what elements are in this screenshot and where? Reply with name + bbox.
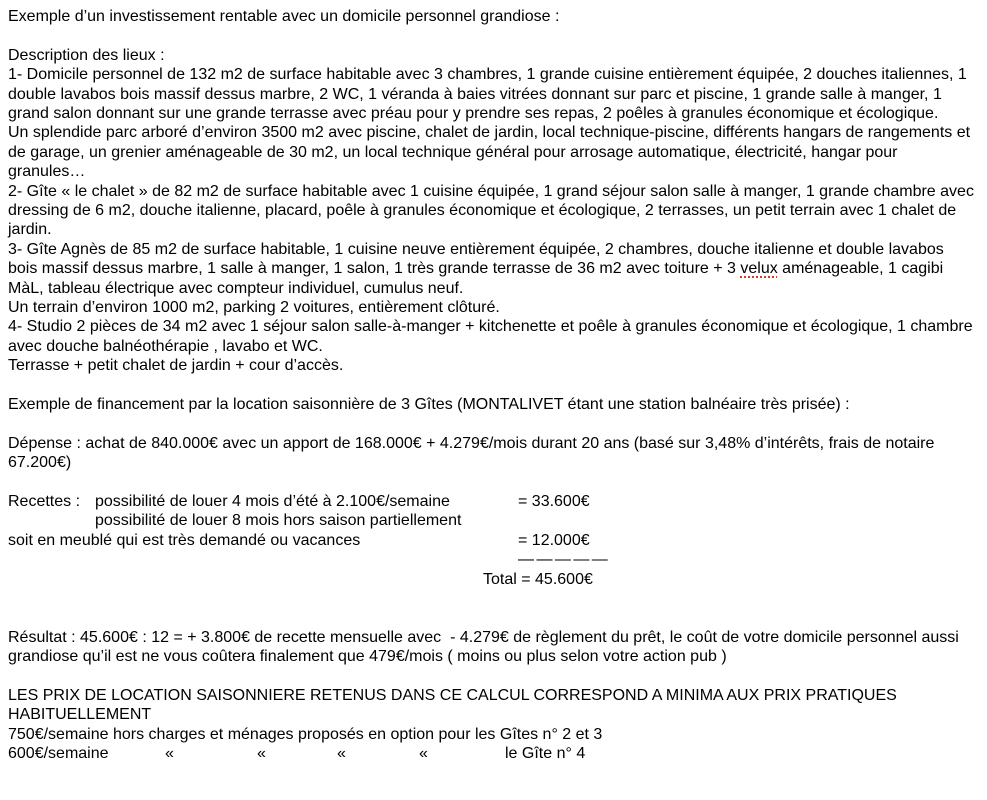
ditto-mark-1: « [165,745,174,763]
pricing-600-suffix: le Gîte n° 4 [505,745,586,763]
recettes-row-2 [8,511,979,530]
recettes-amount2: = 12.000€ [518,531,590,549]
sum-separator-dashes: — — — — — [518,551,607,569]
description-heading: Description des lieux : [8,46,165,64]
blank-line [8,667,979,686]
blank-line [8,473,979,492]
pricing-line-600 [8,744,979,763]
blank-line [8,376,979,395]
blank-line [8,26,979,45]
depense-line: Dépense : achat de 840.000€ avec un apport de 168.000€ + 4.279€/mois durant 20 ans (basé sur 3,48% d’intérêts, frais de notaire 67.200€) [8,434,939,472]
recettes-amount1: = 33.600€ [518,493,590,511]
description-terrain: Un terrain d’environ 1000 m2, parking 2 voitures, entièrement clôturé. [8,299,500,317]
ditto-mark-3: « [337,745,346,763]
description-parc: Un splendide parc arboré d’environ 3500 m2 avec piscine, chalet de jardin, local technique-piscine, différents hangars de rangements et de garage, un grenier aménageable de 30 m2, un local technique général pour arrosage automatique, électricité, hangar pour granules… [8,124,975,181]
financing-intro: Exemple de financement par la location saisonnière de 3 Gîtes (MONTALIVET étant une station balnéaire très prisée) : [8,396,850,414]
description-item3-text: 3- Gîte Agnès de 85 m2 de surface habitable, 1 cuisine neuve entièrement équipée, 2 chambres, douche italienne et double lavabos bois massif dessus marbre, 1 salle à manger, 1 salon, 1 très grande terrasse de 36 m2 avec toiture + 3 [8,240,953,278]
blank-line [8,608,979,627]
description-item3-text-after: aménageable, 1 cagibi MàL, tableau électrique avec compteur individuel, cumulus neuf. [8,260,948,297]
description-item1: 1- Domicile personnel de 132 m2 de surface habitable avec 3 chambres, 1 grande cuisine entièrement équipée, 2 douches italiennes, 1 double lavabos bois massif dessus marbre, 2 WC, 1 véranda à baies vitrées donnant sur parc et piscine, 1 grande salle à manger, 1 grand salon donnant sur une grande terrasse avec préau pour y prendre ses repas, 2 poêles à granules économique et écologique. [8,66,972,123]
document-title: Exemple d’un investissement rentable avec un domicile personnel grandiose : [8,8,560,25]
pricing-600-price: 600€/semaine [8,745,109,763]
recettes-row-1 [8,492,979,511]
recettes-total: Total = 45.600€ [483,570,593,588]
recettes-line3: soit en meublé qui est très demandé ou vacances [8,531,361,549]
misspelled-word-velux: velux [740,260,778,278]
recettes-line1: possibilité de louer 4 mois d’été à 2.100€/semaine [95,493,450,511]
ditto-mark-2: « [257,745,266,763]
blank-line [8,589,979,608]
resultat-paragraph: Résultat : 45.600€ : 12 = + 3.800€ de recette mensuelle avec - 4.279€ de règlement du prêt, le coût de votre domicile personnel aussi grandiose qu’il est ne vous coûtera finalement que 479€/mois ( moins ou plus selon votre action pub ) [8,628,964,666]
pricing-line-750: 750€/semaine hors charges et ménages proposés en option pour les Gîtes n° 2 et 3 [8,725,603,743]
blank-line [8,415,979,434]
recettes-line2: possibilité de louer 8 mois hors saison partiellement [95,512,462,530]
recettes-label: Recettes : [8,493,81,511]
description-item3 [8,240,979,298]
recettes-row-3 [8,531,979,550]
description-item2: 2- Gîte « le chalet » de 82 m2 de surface habitable avec 1 cuisine équipée, 1 grand séjour salon salle à manger, 1 grande chambre avec dressing de 6 m2, douche italienne, placard, poêle à granules économique et écologique, 2 terrasses, un petit terrain avec 1 chalet de jardin. [8,182,979,239]
recettes-row-separator [8,550,979,569]
description-item4: 4- Studio 2 pièces de 34 m2 avec 1 séjour salon salle-à-manger + kitchenette et poêle à granules économique et écologique, 1 chambre avec douche balnéothérapie , lavabo et WC. [8,318,978,355]
recettes-row-total [8,570,979,589]
ditto-mark-4: « [419,745,428,763]
pricing-heading: LES PRIX DE LOCATION SAISONNIERE RETENUS DANS CE CALCUL CORRESPOND A MINIMA AUX PRIX PRATIQUES HABITUELLEMENT [8,687,902,724]
description-terrasse: Terrasse + petit chalet de jardin + cour d’accès. [8,357,344,375]
